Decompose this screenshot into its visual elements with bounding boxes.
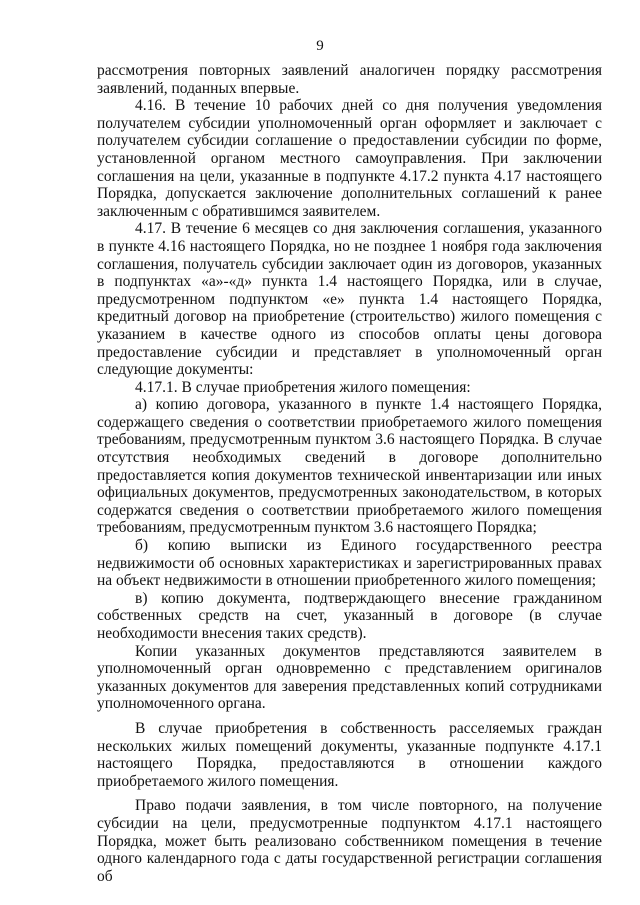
document-body	[97, 62, 602, 885]
paragraph-copies: Копии указанных документов представляются заявителем в уполномоченный орган одновременно с представлением оригиналов указанных документов для заверения представленных копий сотрудниками уполномоченного органа.	[97, 642, 602, 713]
paragraph-4-17-1: 4.17.1. В случае приобретения жилого помещения:	[135, 378, 471, 396]
paragraph-continuation: рассмотрения повторных заявлений аналогичен порядку рассмотрения заявлений, поданных впервые.	[97, 62, 602, 97]
paragraph-several-dwellings: В случае приобретения в собственность расселяемых граждан нескольких жилых помещений документы, указанные подпункте 4.17.1 настоящего Порядка, предоставляются в отношении каждого приобретаемого жилого помещения.	[97, 719, 602, 790]
paragraph-item-a: а) копию договора, указанного в пункте 1.4 настоящего Порядка, содержащего сведения о соответствии приобретаемого жилого помещения требованиям, предусмотренным пунктом 3.6 настоящего Порядка. В случае отсутствия необходимых сведений в договоре дополнительно предоставляется копия документов технической инвентаризации или иных официальных документов, предусмотренных законодательством, в которых содержатся сведения о соответствии приобретаемого жилого помещения требованиям, предусмотренным пунктом 3.6 настоящего Порядка;	[97, 396, 602, 537]
page-number: 9	[316, 38, 324, 54]
paragraph-4-17: 4.17. В течение 6 месяцев со дня заключения соглашения, указанного в пункте 4.16 настоящего Порядка, но не позднее 1 ноября года заключения соглашения, получатель субсидии заключает один из договоров, указанных в подпунктах «а»-«д» пункта 1.4 настоящего Порядка, или в случае, предусмотренном подпунктом «е» пункта 1.4 настоящего Порядка, кредитный договор на приобретение (строительство) жилого помещения с указанием в качестве одного из способов оплаты цены договора предоставление субсидии и представляет в уполномоченный орган следующие документы:	[97, 220, 602, 379]
paragraph-item-b: б) копию выписки из Единого государственного реестра недвижимости об основных характеристиках и зарегистрированных правах на объект недвижимости в отношении приобретенного жилого помещения;	[97, 537, 602, 590]
paragraph-right-to-apply: Право подачи заявления, в том числе повторного, на получение субсидии на цели, предусмотренные подпунктом 4.17.1 настоящего Порядка, может быть реализовано собственником помещения в течение одного календарного года с даты государственной регистрации соглашения об	[97, 797, 602, 885]
paragraph-4-16: 4.16. В течение 10 рабочих дней со дня получения уведомления получателем субсидии уполномоченный орган оформляет и заключает с получателем субсидии соглашение о предоставлении субсидии по форме, установленной органом местного самоуправления. При заключении соглашения на цели, указанные в подпункте 4.17.2 пункта 4.17 настоящего Порядка, допускается заключение дополнительных соглашений к ранее заключенным с обратившимся заявителем.	[97, 97, 602, 220]
paragraph-item-v: в) копию документа, подтверждающего внесение гражданином собственных средств на счет, указанный в договоре (в случае необходимости внесения таких средств).	[97, 589, 602, 642]
